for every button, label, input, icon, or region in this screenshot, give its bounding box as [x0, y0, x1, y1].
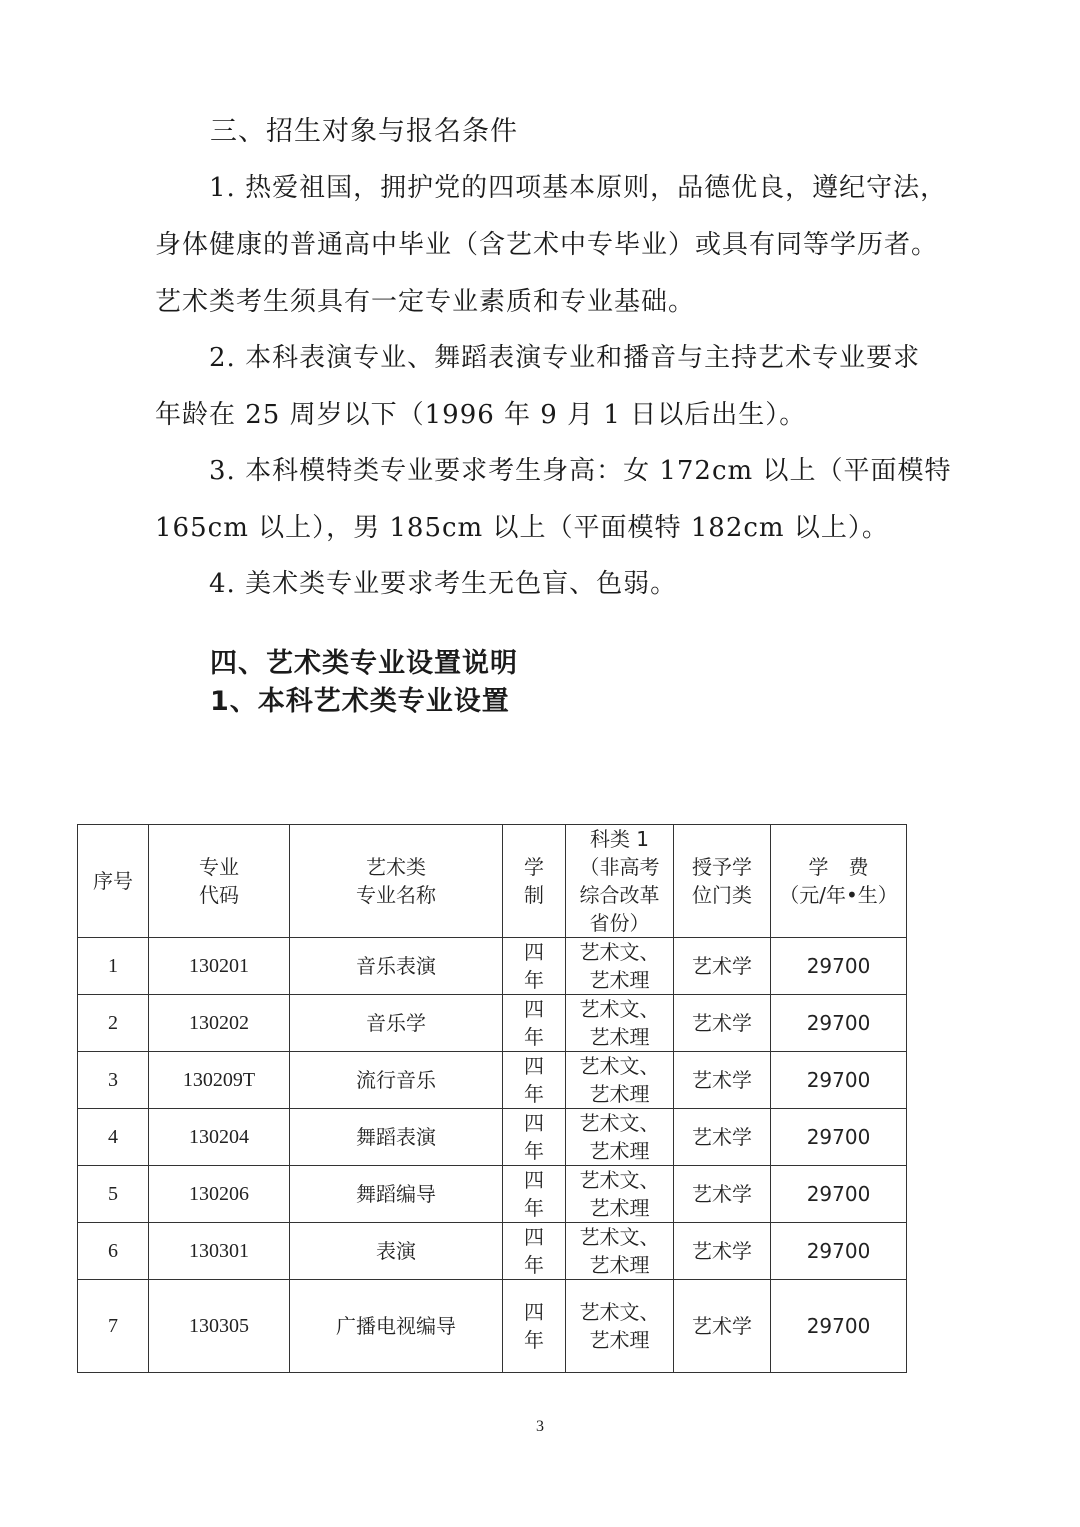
- cell-seq: 6: [78, 1223, 149, 1280]
- cell-name: 音乐学: [290, 995, 503, 1052]
- table-row: [78, 995, 907, 1052]
- requirement-2-line-1: 2. 本科表演专业、舞蹈表演专业和播音与主持艺术专业要求: [209, 343, 921, 373]
- cell-category: 艺术文、 艺术理: [566, 995, 674, 1052]
- cell-category: 艺术文、 艺术理: [566, 1223, 674, 1280]
- table-row: [78, 1280, 907, 1373]
- cell-name: 表演: [290, 1223, 503, 1280]
- requirement-2: [155, 330, 935, 444]
- cell-duration: 四 年: [503, 938, 566, 995]
- header-degree: 授予学 位门类: [674, 825, 771, 938]
- cell-duration: 四 年: [503, 1223, 566, 1280]
- cell-code: 130305: [149, 1280, 290, 1373]
- cell-degree: 艺术学: [674, 1223, 771, 1280]
- cell-code: 130206: [149, 1166, 290, 1223]
- cell-fee: 29700: [771, 1280, 907, 1373]
- requirement-1: [155, 160, 948, 331]
- cell-duration: 四 年: [503, 1280, 566, 1373]
- cell-name: 流行音乐: [290, 1052, 503, 1109]
- cell-code: 130209T: [149, 1052, 290, 1109]
- cell-category: 艺术文、 艺术理: [566, 1166, 674, 1223]
- cell-category: 艺术文、 艺术理: [566, 938, 674, 995]
- cell-fee: 29700: [771, 1223, 907, 1280]
- cell-fee: 29700: [771, 995, 907, 1052]
- header-code: 专业 代码: [149, 825, 290, 938]
- cell-duration: 四 年: [503, 1109, 566, 1166]
- cell-fee: 29700: [771, 938, 907, 995]
- section4-subtitle: 1、本科艺术类专业设置: [210, 686, 510, 717]
- section4-title: 四、艺术类专业设置说明: [210, 648, 518, 679]
- header-duration: 学 制: [503, 825, 566, 938]
- header-name: 艺术类 专业名称: [290, 825, 503, 938]
- cell-fee: 29700: [771, 1166, 907, 1223]
- table-row: [78, 1052, 907, 1109]
- cell-degree: 艺术学: [674, 1109, 771, 1166]
- cell-duration: 四 年: [503, 995, 566, 1052]
- requirement-1-line-2: 身体健康的普通高中毕业（含艺术中专毕业）或具有同等学历者。: [155, 230, 939, 260]
- cell-name: 舞蹈表演: [290, 1109, 503, 1166]
- cell-category: 艺术文、 艺术理: [566, 1109, 674, 1166]
- table-row: [78, 1223, 907, 1280]
- cell-degree: 艺术学: [674, 938, 771, 995]
- cell-code: 130201: [149, 938, 290, 995]
- table-row: [78, 938, 907, 995]
- cell-code: 130202: [149, 995, 290, 1052]
- requirement-2-line-2: 年龄在 25 周岁以下（1996 年 9 月 1 日以后出生）。: [155, 400, 807, 430]
- cell-code: 130301: [149, 1223, 290, 1280]
- cell-name: 广播电视编导: [290, 1280, 503, 1373]
- header-fee: 学 费 （元/年•生）: [771, 825, 907, 938]
- cell-seq: 1: [78, 938, 149, 995]
- requirement-1-line-1: 1. 热爱祖国，拥护党的四项基本原则，品德优良，遵纪守法，: [209, 173, 948, 203]
- section3-title: 三、招生对象与报名条件: [210, 116, 518, 147]
- cell-duration: 四 年: [503, 1052, 566, 1109]
- cell-fee: 29700: [771, 1052, 907, 1109]
- cell-fee: 29700: [771, 1109, 907, 1166]
- cell-seq: 3: [78, 1052, 149, 1109]
- cell-category: 艺术文、 艺术理: [566, 1280, 674, 1373]
- cell-seq: 5: [78, 1166, 149, 1223]
- table-row: [78, 1109, 907, 1166]
- cell-degree: 艺术学: [674, 995, 771, 1052]
- header-category: 科类 1 （非高考 综合改革 省份）: [566, 825, 674, 938]
- cell-seq: 4: [78, 1109, 149, 1166]
- requirement-1-line-3: 艺术类考生须具有一定专业素质和专业基础。: [155, 287, 696, 317]
- cell-name: 舞蹈编导: [290, 1166, 503, 1223]
- cell-category: 艺术文、 艺术理: [566, 1052, 674, 1109]
- requirement-3: [155, 443, 952, 557]
- cell-duration: 四 年: [503, 1166, 566, 1223]
- cell-name: 音乐表演: [290, 938, 503, 995]
- requirement-4: [155, 556, 935, 613]
- page-number: 3: [536, 1418, 544, 1435]
- cell-seq: 2: [78, 995, 149, 1052]
- header-seq: 序号: [78, 825, 149, 938]
- requirement-3-line-2: 165cm 以上），男 185cm 以上（平面模特 182cm 以上）。: [155, 513, 889, 543]
- cell-degree: 艺术学: [674, 1280, 771, 1373]
- requirement-4-line-1: 4. 美术类专业要求考生无色盲、色弱。: [209, 569, 678, 599]
- cell-code: 130204: [149, 1109, 290, 1166]
- cell-degree: 艺术学: [674, 1052, 771, 1109]
- table-header-row: [78, 825, 907, 938]
- requirement-3-line-1: 3. 本科模特类专业要求考生身高：女 172cm 以上（平面模特: [209, 456, 952, 486]
- cell-seq: 7: [78, 1280, 149, 1373]
- majors-table: [77, 824, 907, 1373]
- table-row: [78, 1166, 907, 1223]
- cell-degree: 艺术学: [674, 1166, 771, 1223]
